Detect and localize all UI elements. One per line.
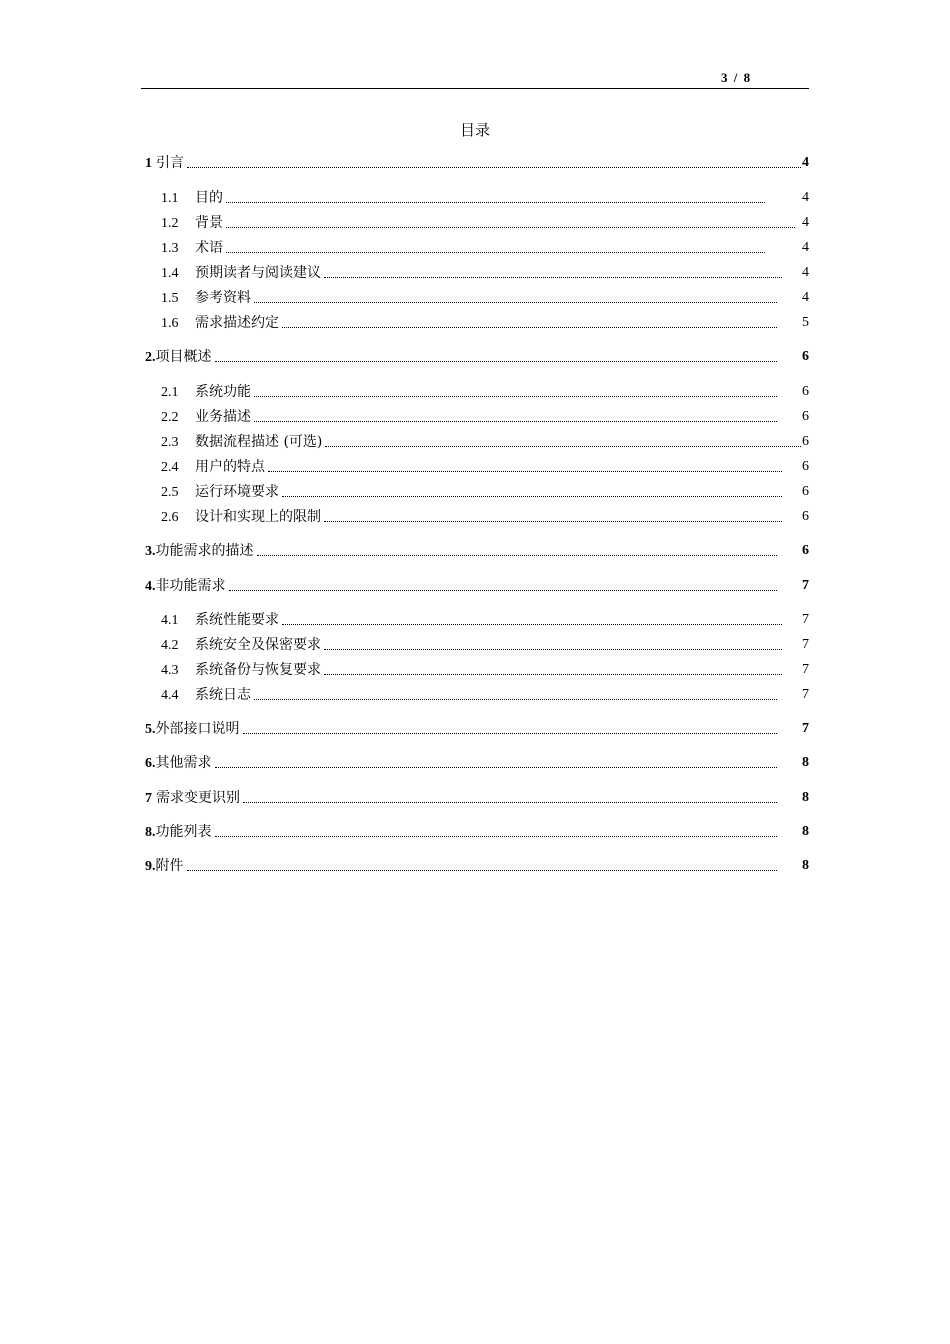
toc-entry-page: 4 <box>802 190 809 205</box>
toc-dot-leader <box>324 673 782 675</box>
toc-entry-page: 7 <box>802 687 809 702</box>
toc-dot-leader <box>226 226 795 228</box>
toc-dot-leader <box>226 201 765 203</box>
toc-dot-leader <box>325 445 801 447</box>
toc-entry-number: 2.2 <box>161 410 179 425</box>
toc-dot-leader <box>215 360 778 362</box>
toc-entry-text: 运行环境要求 <box>195 484 279 500</box>
toc-entry-text: 设计和实现上的限制 <box>195 509 321 525</box>
toc-entry-page: 6 <box>802 434 809 449</box>
toc-entry-number: 9. <box>145 859 156 874</box>
toc-entry-text: 预期读者与阅读建议 <box>195 265 321 281</box>
toc-entry-page: 7 <box>802 637 809 652</box>
toc-entry[interactable] <box>145 822 809 842</box>
toc-entry-page: 6 <box>802 543 809 558</box>
toc-entry-text: 需求变更识别 <box>156 790 240 806</box>
toc-entry[interactable] <box>161 407 809 427</box>
toc-entry[interactable] <box>161 213 809 233</box>
toc-entry-number: 1.2 <box>161 216 179 231</box>
toc-entry-text: 目的 <box>195 190 223 206</box>
toc-entry-number: 1.3 <box>161 241 179 256</box>
page-indicator: 3 / 8 <box>721 70 751 85</box>
toc-entry-number: 1.4 <box>161 266 179 281</box>
toc-dot-leader <box>282 623 782 625</box>
toc-entry-page: 6 <box>802 509 809 524</box>
toc-entry-page: 5 <box>802 315 809 330</box>
toc-entry[interactable] <box>145 856 809 876</box>
toc-entry[interactable] <box>161 482 809 502</box>
toc-entry-text: 系统日志 <box>195 687 251 703</box>
toc-entry-page: 6 <box>802 459 809 474</box>
toc-entry-text: 附件 <box>155 858 184 874</box>
toc-entry[interactable] <box>145 788 809 808</box>
toc-entry-page: 4 <box>802 155 809 170</box>
toc-entry-text: 功能列表 <box>155 824 212 840</box>
toc-entry[interactable] <box>161 382 809 402</box>
toc-dot-leader <box>282 495 782 497</box>
toc-entry-number: 2.4 <box>161 460 179 475</box>
toc-dot-leader <box>226 251 765 253</box>
toc-entry-text: 功能需求的描述 <box>155 543 254 559</box>
toc-entry-number: 2.3 <box>161 435 179 450</box>
toc-entry-number: 4. <box>145 579 156 594</box>
toc-entry[interactable] <box>161 457 809 477</box>
toc-entry-text: 项目概述 <box>155 349 212 365</box>
toc-entry-page: 7 <box>802 578 809 593</box>
toc-entry-page: 4 <box>802 265 809 280</box>
toc-entry-number: 4.2 <box>161 638 179 653</box>
toc-entry-page: 6 <box>802 409 809 424</box>
toc-entry-text: 外部接口说明 <box>155 721 240 737</box>
toc-entry[interactable] <box>161 685 809 705</box>
toc-entry[interactable] <box>161 635 809 655</box>
toc-entry[interactable] <box>145 719 809 739</box>
toc-entry[interactable] <box>161 238 809 258</box>
toc-entry-number: 1.5 <box>161 291 179 306</box>
toc-entry-page: 6 <box>802 384 809 399</box>
toc-entry-text: 系统备份与恢复要求 <box>195 662 321 678</box>
toc-dot-leader <box>229 589 778 591</box>
toc-entry-text: 系统功能 <box>195 384 251 400</box>
toc-entry[interactable] <box>145 153 809 173</box>
toc-entry[interactable] <box>161 507 809 527</box>
toc-dot-leader <box>187 166 801 168</box>
toc-dot-leader <box>243 732 778 734</box>
toc-dot-leader <box>257 554 778 556</box>
toc-entry-page: 7 <box>802 612 809 627</box>
toc-entry-text: 参考资料 <box>195 290 251 306</box>
toc-entry-page: 4 <box>802 215 809 230</box>
toc-entry[interactable] <box>145 576 809 596</box>
toc-entry-text: 系统性能要求 <box>195 612 279 628</box>
toc-entry-number: 4.1 <box>161 613 179 628</box>
toc-entry-number: 4.3 <box>161 663 179 678</box>
toc-entry-number: 1.6 <box>161 316 179 331</box>
toc-dot-leader <box>254 698 777 700</box>
toc-entry-text: 用户的特点 <box>195 459 265 475</box>
toc-dot-leader <box>324 520 782 522</box>
toc-entry-number: 2.1 <box>161 385 179 400</box>
toc-entry-number: 7 <box>145 791 152 806</box>
toc-entry[interactable] <box>161 188 809 208</box>
toc-entry[interactable] <box>161 660 809 680</box>
toc-dot-leader <box>282 326 777 328</box>
toc-title: 目录 <box>459 121 490 139</box>
toc-entry[interactable] <box>145 541 809 561</box>
toc-entry-page: 4 <box>802 290 809 305</box>
toc-entry-text: 术语 <box>195 240 223 256</box>
toc-dot-leader <box>254 395 777 397</box>
toc-entry-number: 1 <box>145 156 152 171</box>
toc-entry-number: 6. <box>145 756 156 771</box>
toc-entry-page: 4 <box>802 240 809 255</box>
toc-entry-number: 2.6 <box>161 510 179 525</box>
toc-entry-text: 引言 <box>156 155 184 171</box>
toc-entry-page: 7 <box>802 721 809 736</box>
toc-entry-page: 6 <box>802 349 809 364</box>
toc-dot-leader <box>324 276 782 278</box>
toc-dot-leader <box>254 420 777 422</box>
toc-entry-text: 背景 <box>195 215 223 231</box>
toc-entry-number: 2. <box>145 350 156 365</box>
toc-entry-text: 需求描述约定 <box>195 315 279 331</box>
toc-entry[interactable] <box>145 347 809 367</box>
toc-entry-page: 8 <box>802 858 809 873</box>
toc-entry-number: 2.5 <box>161 485 179 500</box>
toc-entry[interactable] <box>161 610 809 630</box>
toc-dot-leader <box>215 835 778 837</box>
page-header <box>141 70 809 89</box>
toc-entry-page: 7 <box>802 662 809 677</box>
toc-entry-text: 非功能需求 <box>155 578 226 594</box>
toc-dot-leader <box>187 869 778 871</box>
toc-entry-text: 其他需求 <box>155 755 212 771</box>
toc-entry[interactable] <box>161 263 809 283</box>
toc-entry-number: 1.1 <box>161 191 179 206</box>
toc-entry-page: 8 <box>802 824 809 839</box>
toc-entry[interactable] <box>161 432 809 452</box>
toc-entry-text: 系统安全及保密要求 <box>195 637 321 653</box>
toc-entry-text: 数据流程描述 (可选) <box>195 434 323 450</box>
toc-entry-page: 8 <box>802 755 809 770</box>
toc-entry-number: 3. <box>145 544 156 559</box>
toc-entry-number: 8. <box>145 825 156 840</box>
toc-dot-leader <box>268 470 782 472</box>
toc-dot-leader <box>243 801 777 803</box>
toc-entry[interactable] <box>145 753 809 773</box>
toc-dot-leader <box>324 648 782 650</box>
toc-entry-number: 5. <box>145 722 156 737</box>
toc-dot-leader <box>215 766 778 768</box>
toc-entry-text: 业务描述 <box>195 409 251 425</box>
toc-entry[interactable] <box>161 313 809 333</box>
toc-entry-page: 8 <box>802 790 809 805</box>
toc-entry-page: 6 <box>802 484 809 499</box>
toc-entry[interactable] <box>161 288 809 308</box>
toc-dot-leader <box>254 301 777 303</box>
toc-entry-number: 4.4 <box>161 688 179 703</box>
